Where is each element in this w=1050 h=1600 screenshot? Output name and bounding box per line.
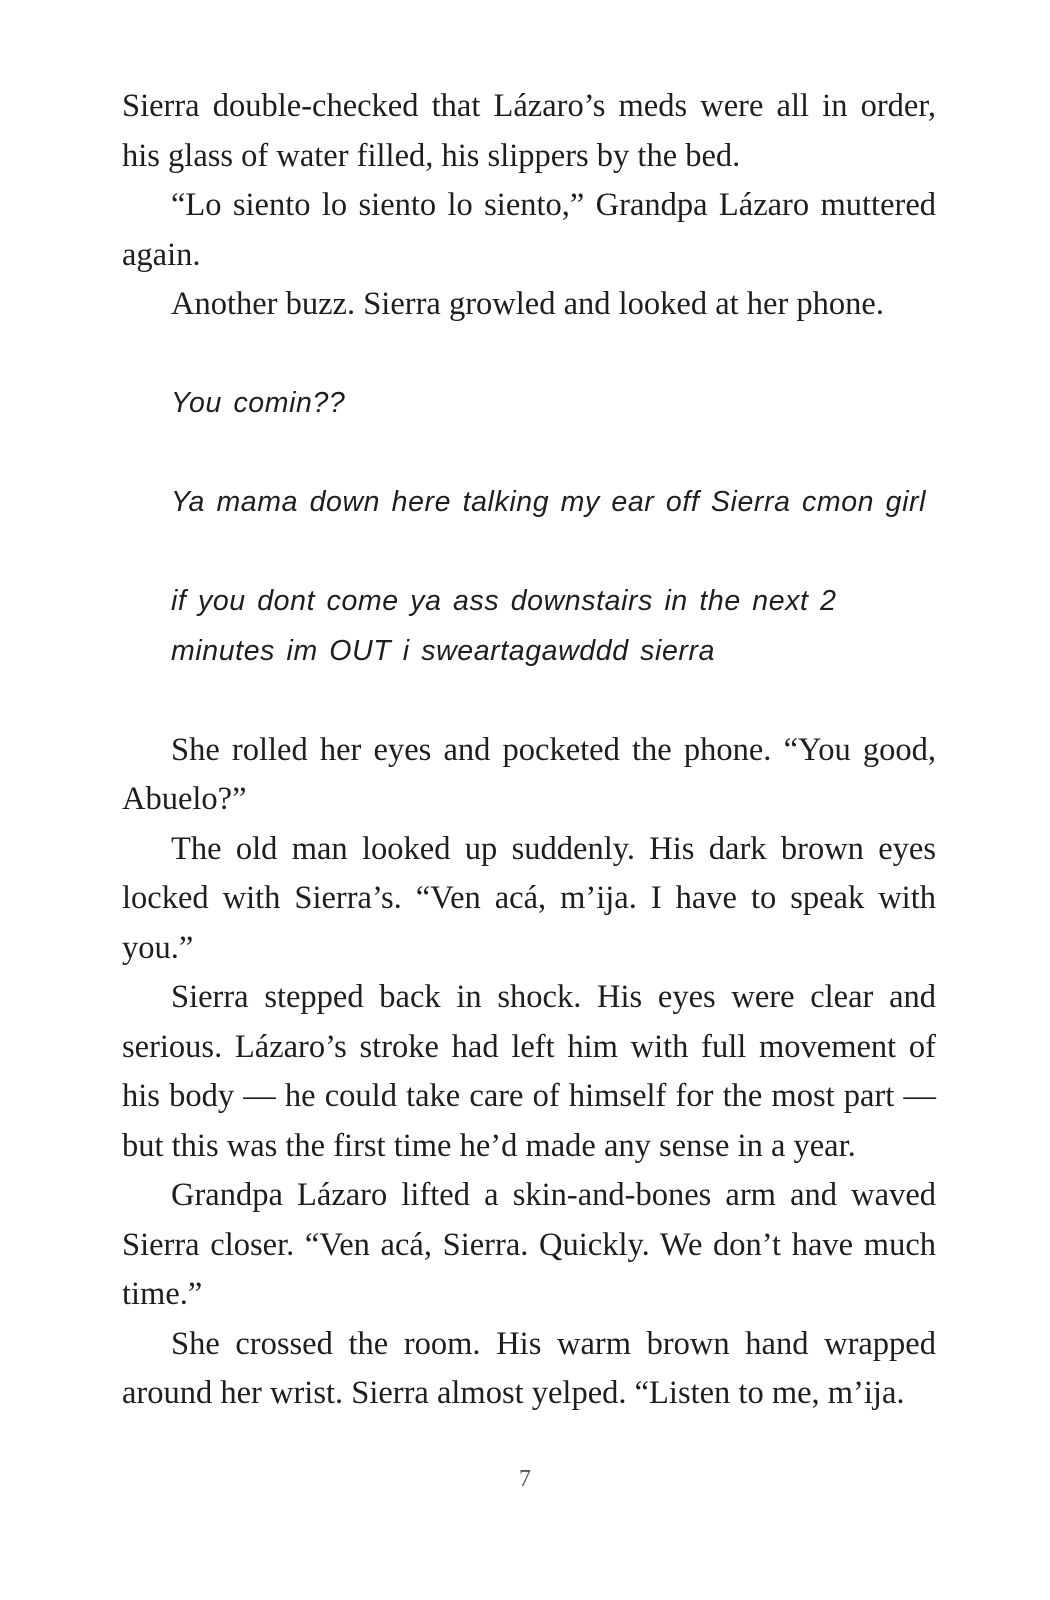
paragraph-1: Sierra double-checked that Lázaro’s meds were all in order, his glass of water filled, his slippers by the bed. (122, 88, 936, 174)
paragraph-8: She crossed the room. His warm brown hand wrapped around her wrist. Sierra almost yelped. “Listen to me, m’ija. (122, 1325, 936, 1411)
paragraph-3: Another buzz. Sierra growled and looked at her phone. (171, 286, 884, 322)
text-messages (122, 379, 936, 676)
paragraph-2: “Lo siento lo siento lo siento,” Grandpa Lázaro muttered again. (122, 187, 936, 273)
paragraph-4: She rolled her eyes and pocketed the phone. “You good, Abuelo?” (122, 731, 936, 817)
paragraph-5: The old man looked up suddenly. His dark brown eyes locked with Sierra’s. “Ven acá, m’ija. I have to speak with you.” (122, 830, 936, 966)
page-number: 7 (519, 1466, 531, 1492)
text-message-2: Ya mama down here talking my ear off Sierra cmon girl (171, 486, 927, 518)
book-page (122, 82, 936, 1419)
paragraph-6: Sierra stepped back in shock. His eyes were clear and serious. Lázaro’s stroke had left him with full movement of his body — he could take care of himself for the most part — but this was the first time he’d made any sense in a year. (122, 979, 936, 1164)
text-message-3: if you dont come ya ass downstairs in the next 2 minutes im OUT i sweartagawddd sierra (171, 585, 837, 667)
paragraph-7: Grandpa Lázaro lifted a skin-and-bones arm and waved Sierra closer. “Ven acá, Sierra. Quickly. We don’t have much time.” (122, 1177, 936, 1312)
text-message-1: You comin?? (171, 387, 346, 419)
